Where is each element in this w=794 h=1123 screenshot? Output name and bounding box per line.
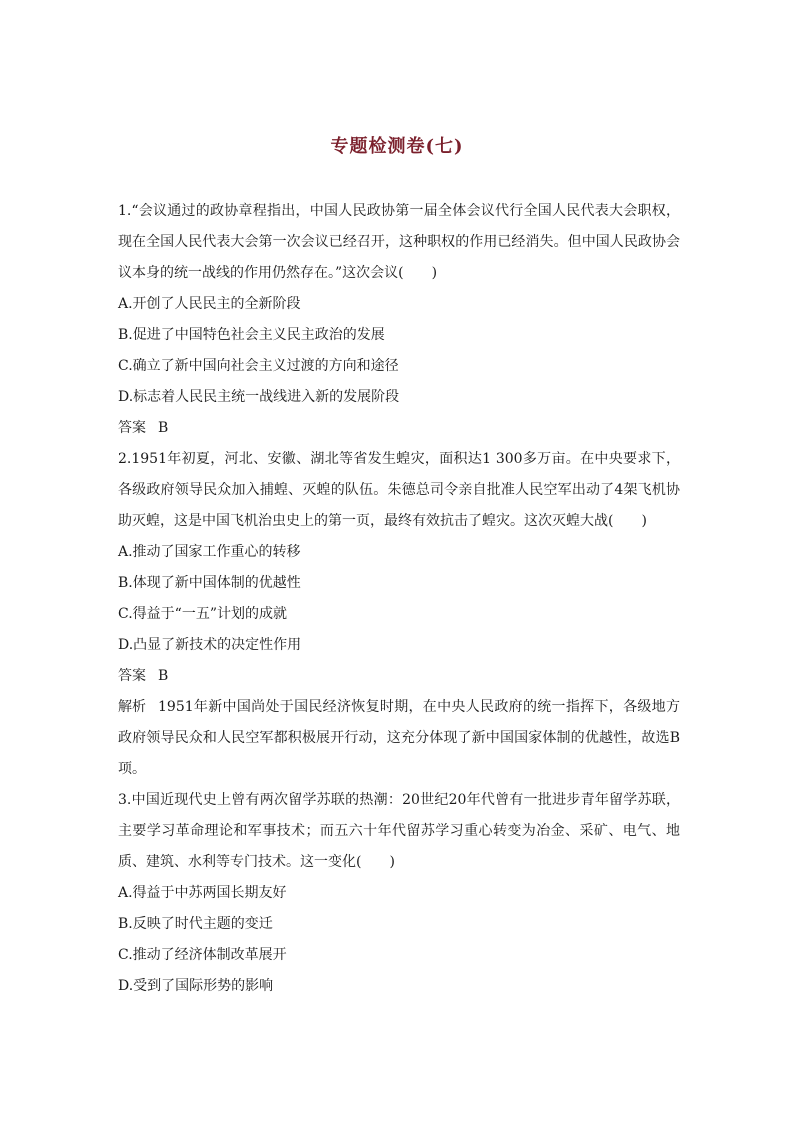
question-3-stem: 3.中国近现代史上曾有两次留学苏联的热潮：20世纪20年代曾有一批进步青年留学苏联，主要学习革命理论和军事技术；而五六十年代留苏学习重心转变为冶金、采矿、电气、地质、建筑、水利等专门技术。这一变化( ) bbox=[118, 792, 680, 870]
page-title: 专题检测卷(七) bbox=[330, 136, 464, 157]
question-2-option-b: B.体现了新中国体制的优越性 bbox=[118, 575, 301, 591]
answer-label: 答案 bbox=[118, 668, 146, 684]
question-1-option-a: A.开创了人民民主的全新阶段 bbox=[118, 296, 301, 312]
question-1-stem: 1.“会议通过的政协章程指出，中国人民政协第一届全体会议代行全国人民代表大会职权，现在全国人民代表大会第一次会议已经召开，这种职权的作用已经消失。但中国人民政协会议本身的统一战线的作用仍然存在。”这次会议( ) bbox=[118, 203, 680, 281]
question-2-option-c: C.得益于“一五”计划的成就 bbox=[118, 606, 287, 622]
question-list bbox=[118, 196, 680, 1002]
question-2-option-a: A.推动了国家工作重心的转移 bbox=[118, 544, 301, 560]
answer-value: B bbox=[158, 668, 169, 684]
question-2-answer bbox=[118, 661, 680, 692]
question-3-option-c: C.推动了经济体制改革展开 bbox=[118, 947, 287, 963]
answer-value: B bbox=[158, 420, 169, 436]
question-3-option-a: A.得益于中苏两国长期友好 bbox=[118, 885, 287, 901]
question-1-option-b: B.促进了中国特色社会主义民主政治的发展 bbox=[118, 327, 385, 343]
question-1-answer bbox=[118, 413, 680, 444]
question-2-stem: 2.1951年初夏，河北、安徽、湖北等省发生蝗灾，面积达1 300多万亩。在中央要求下，各级政府领导民众加入捕蝗、灭蝗的队伍。朱德总司令亲自批准人民空军出动了4架飞机协助灭蝗，这是中国飞机治虫史上的第一页，最终有效抗击了蝗灾。这次灭蝗大战( ) bbox=[118, 451, 680, 529]
question-2-analysis bbox=[118, 692, 680, 785]
answer-label: 答案 bbox=[118, 420, 146, 436]
question-3-option-b: B.反映了时代主题的变迁 bbox=[118, 916, 273, 932]
analysis-label: 解析 bbox=[118, 699, 146, 715]
question-1-option-c: C.确立了新中国向社会主义过渡的方向和途径 bbox=[118, 358, 399, 374]
question-2-option-d: D.凸显了新技术的决定性作用 bbox=[118, 637, 302, 653]
question-1-option-d: D.标志着人民民主统一战线进入新的发展阶段 bbox=[118, 389, 400, 405]
question-3-option-d: D.受到了国际形势的影响 bbox=[118, 978, 274, 994]
analysis-text: 1951年新中国尚处于国民经济恢复时期，在中央人民政府的统一指挥下，各级地方政府领导民众和人民空军都积极展开行动，这充分体现了新中国国家体制的优越性，故选B项。 bbox=[118, 699, 680, 777]
